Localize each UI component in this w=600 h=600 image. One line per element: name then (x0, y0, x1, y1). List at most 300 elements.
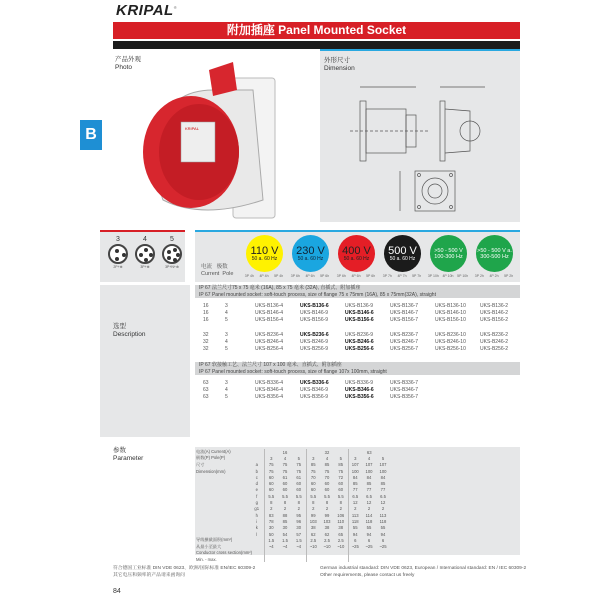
param-cell: 85 (338, 462, 344, 468)
voltage-value: 400 V (342, 244, 371, 257)
dimension-key: h (255, 512, 258, 518)
param-cell: 100 (365, 468, 373, 474)
dimension-key: c (255, 474, 258, 480)
dimension-key: k (255, 525, 258, 531)
cell: UKS-B236-10 (435, 332, 466, 338)
param-cell: 72 (338, 474, 344, 480)
param-cell: 60 (282, 487, 288, 493)
param-cell: 50 (264, 531, 278, 537)
param-cell: 77 (380, 487, 386, 493)
conductor-max: ~10 (323, 544, 331, 550)
param-cell: 70 (324, 474, 330, 480)
param-cell: 77 (366, 487, 372, 493)
conductor-min: 6 (348, 537, 362, 543)
param-cell: 6.5 (348, 493, 362, 499)
pin-dot (173, 258, 177, 262)
param-cell: 54 (282, 531, 288, 537)
pole-hour: 5P 4h (274, 274, 284, 278)
param-cell: 5.5 (337, 493, 344, 499)
cell: UKS-B236-7 (390, 332, 419, 338)
pole-hour: 3P 4h (244, 274, 254, 278)
param-cell: 85 (366, 481, 372, 487)
pin-dot (149, 253, 153, 257)
param-cell: 77 (348, 487, 362, 493)
pole-value: 3 (306, 455, 320, 461)
cell: UKS-B246-7 (390, 339, 419, 345)
cell: UKS-B356-7 (390, 394, 419, 400)
page-title: 附加插座 Panel Mounted Socket (113, 22, 520, 39)
conductor-min: 1.5 (282, 537, 288, 543)
param-cell: 118 (348, 518, 362, 524)
param-cell: 107 (348, 462, 362, 468)
param-cell (264, 556, 278, 562)
cell: UKS-B346-4 (255, 387, 284, 393)
param-cell (348, 556, 362, 562)
connector-types (100, 230, 185, 282)
pole-value: 5 (381, 455, 385, 461)
param-cell: 8 (339, 500, 342, 506)
param-cell: 5.5 (324, 493, 330, 499)
pole-hour-labels (426, 274, 470, 278)
voltage-badge (476, 235, 513, 272)
footer-en (320, 565, 526, 579)
connector-wiring: 3P+⊕ (140, 265, 150, 269)
param-cell: 30 (264, 525, 278, 531)
pole-value: 3 (348, 455, 362, 461)
cell: UKS-B356-9 (300, 394, 329, 400)
socket-face-icon (162, 244, 182, 264)
cell: UKS-B156-9 (300, 317, 329, 323)
pole-label-en: Pole (222, 271, 234, 277)
pole-hour: 3P 10h (427, 274, 439, 278)
param-cell: 94 (348, 531, 362, 537)
param-cell: 85 (306, 462, 320, 468)
cell: UKS-B256-10 (435, 346, 466, 352)
param-cell: 38 (324, 525, 330, 531)
cell: 16 (203, 303, 209, 309)
group-note (195, 285, 520, 298)
cell: UKS-B346-9 (300, 387, 329, 393)
cell: UKS-B256-7 (390, 346, 419, 352)
param-cell: 57 (296, 531, 302, 537)
dimension-drawing (320, 51, 520, 221)
connector-wiring: 2P+⊕ (113, 265, 123, 269)
param-cell: 85 (348, 480, 362, 486)
param-cell: 75 (264, 462, 278, 468)
pin-dot (122, 253, 126, 257)
param-cell (376, 556, 390, 562)
param-cell: 60 (264, 474, 278, 480)
pole-value: 4 (367, 455, 371, 461)
cell: 63 (203, 387, 209, 393)
pole-value: 5 (339, 455, 342, 461)
conductor-min: 1.5 (295, 537, 302, 543)
pole-hour: 3P 6h (290, 274, 300, 278)
note-en: IP 67 Panel mounted socket: soft-touch process, size of flange 107x 100mm, straight (199, 368, 387, 375)
param-cell: 2 (297, 506, 300, 512)
pole-value: 5 (297, 455, 300, 461)
pole-label-cn: 极数 (216, 264, 228, 270)
dimension-key: e (255, 487, 258, 493)
param-cell: 75 (338, 468, 344, 474)
cell: 63 (203, 394, 209, 400)
cell: UKS-B336-4 (255, 380, 284, 386)
table-row (195, 310, 520, 317)
param-cell: 62 (306, 531, 320, 537)
connector-5-pole (158, 236, 186, 269)
voltage-range: >50 - 500 V 100-300 Hz (434, 247, 463, 260)
note-cn: IP 67 法兰尺寸75 x 75 毫米 (16A), 85 x 75 毫米 (32A), 直插式、附加插座 (199, 285, 361, 291)
conductor-min: 2.5 (324, 537, 330, 543)
table-row (195, 387, 520, 394)
param-cell: 62 (324, 531, 330, 537)
pole-value: 3 (264, 455, 278, 461)
dimension-key: d (255, 481, 258, 487)
cell: UKS-B246-6 (345, 339, 374, 345)
note-en: IP 67 Panel mounted socket: soft-touch process, size of flange 75 x 75mm (16A), 85 x 75mm(32A), straight (199, 291, 436, 298)
cell: UKS-B246-10 (435, 339, 466, 345)
title-underbar (113, 41, 520, 49)
cell: UKS-B146-4 (255, 310, 284, 316)
param-cell: 6.5 (366, 493, 372, 499)
conductor-min: 2.5 (337, 537, 344, 543)
cell: 4 (225, 310, 228, 316)
param-cell: 8 (264, 499, 278, 505)
param-cell: 30 (296, 525, 302, 531)
param-cell: 118 (365, 518, 373, 524)
current-label-en: Current (201, 271, 220, 277)
param-cell: 2 (306, 506, 320, 512)
pin-dot (144, 258, 148, 262)
conductor-range-cn: 从最小至最大 (196, 543, 222, 549)
photo-label-en: Photo (115, 64, 132, 71)
conductor-label-en: Conductor cross section(mm²) (196, 550, 253, 556)
pole-hour: 3P 6h (336, 274, 346, 278)
footer-cn (113, 565, 255, 579)
table-row (195, 317, 520, 324)
dimension-key: g1 (254, 506, 260, 512)
param-cell: 5.5 (306, 493, 320, 499)
current-value: 16 (264, 449, 306, 455)
connector-wiring: 3P+N+⊕ (165, 265, 179, 269)
current-value: 32 (306, 449, 348, 455)
table-row (195, 380, 520, 387)
voltage-badge (292, 235, 329, 272)
param-cell: 5.5 (282, 493, 288, 499)
conductor-max: ~25 (365, 544, 373, 550)
param-cell: 60 (324, 487, 330, 493)
footer-contact-en: Other requirements, please contact us freely (320, 573, 415, 578)
param-cell: 8 (297, 500, 300, 506)
cell: UKS-B356-6 (345, 394, 374, 400)
parameter-table (195, 449, 390, 562)
pin-dot (173, 248, 177, 252)
pole-hour: 5P 7h (412, 274, 422, 278)
param-cell (292, 556, 306, 562)
pole-hour: 3P 7h (382, 274, 392, 278)
cell: 3 (225, 332, 228, 338)
cell: 32 (203, 346, 209, 352)
table-row (195, 339, 520, 346)
parameter-table-panel (195, 447, 520, 562)
pin-dot (115, 249, 119, 253)
param-cell: 12 (348, 499, 362, 505)
pole-hour-labels (472, 274, 516, 278)
param-cell: 100 (379, 468, 387, 474)
cell: UKS-B256-4 (255, 346, 284, 352)
conductor-label-cn: 导线横截面积(mm²) (196, 537, 233, 543)
pole-hour-labels (288, 274, 332, 278)
param-cell: 60 (296, 487, 302, 493)
param-cell: 75 (282, 462, 288, 468)
param-cell: 61 (282, 474, 288, 480)
brand-name: KRIPAL (116, 2, 174, 19)
param-cell: 60 (324, 481, 330, 487)
cell: UKS-B236-6 (300, 332, 329, 338)
connector-4-pole (131, 236, 159, 269)
voltage-badge (246, 235, 283, 272)
param-cell: 12 (380, 500, 386, 506)
param-cell: 30 (282, 525, 288, 531)
pole-value: 4 (325, 455, 329, 461)
conductor-min: 1.5 (264, 537, 278, 543)
cell: UKS-B146-7 (390, 310, 419, 316)
param-cell: 8 (325, 500, 329, 506)
cell: UKS-B136-10 (435, 303, 466, 309)
param-cell: 78 (264, 518, 278, 524)
param-cell: 75 (324, 468, 330, 474)
current-header: 电流(A) Current(A) (196, 449, 231, 455)
param-cell: 94 (366, 531, 372, 537)
conductor-max: ~10 (337, 544, 345, 550)
param-cell: 60 (296, 481, 302, 487)
cell: 3 (225, 303, 228, 309)
param-cell: 107 (379, 462, 387, 468)
cell: UKS-B346-7 (390, 387, 419, 393)
param-cell: 75 (296, 462, 302, 468)
section-tab-b[interactable]: B (80, 120, 102, 150)
conductor-range-en: Min. - max. (196, 556, 217, 562)
description-label-cn: 选型 (113, 323, 126, 330)
param-cell: 83 (264, 512, 278, 518)
cell: UKS-B346-6 (345, 387, 374, 393)
conductor-min: 6 (381, 537, 385, 543)
cell: UKS-B336-9 (345, 380, 374, 386)
dimension-label-cn: 外形尺寸 (324, 57, 350, 64)
param-cell: 103 (306, 518, 320, 524)
param-cell: 2 (264, 506, 278, 512)
conductor-max: ~25 (348, 543, 362, 549)
param-cell: 8 (306, 499, 320, 505)
pole-hour-labels (334, 274, 378, 278)
param-cell: 5.5 (295, 493, 302, 499)
cell: 5 (225, 394, 228, 400)
cell: UKS-B156-2 (480, 317, 509, 323)
socket-face-icon (108, 244, 128, 264)
voltage-value: 500 V (388, 244, 417, 257)
pole-hour: 5P 10h (457, 274, 469, 278)
cell: 32 (203, 339, 209, 345)
param-cell: 85 (380, 481, 386, 487)
param-cell: 2 (283, 506, 287, 512)
cell: UKS-B336-7 (390, 380, 419, 386)
param-cell: 75 (282, 468, 288, 474)
param-cell: 60 (306, 487, 320, 493)
footer-standard-en: German industrial standard: DIN VDE 0623, European / International standard: EN / IEC 60309-2 (320, 566, 527, 571)
page-number: 84 (113, 588, 121, 595)
cell: UKS-B236-2 (480, 332, 509, 338)
pole-hour: 5P 2h (504, 274, 514, 278)
cell: UKS-B246-2 (480, 339, 509, 345)
description-label-en: Description (113, 331, 146, 338)
cell: UKS-B256-2 (480, 346, 509, 352)
table-row (195, 394, 520, 401)
voltage-range: >50 - 500 V a. 300-500 Hz (477, 247, 512, 260)
conductor-min: 2.5 (306, 537, 320, 543)
dimension-label-en: Dimension (324, 65, 355, 72)
cell: 3 (225, 380, 228, 386)
param-cell (362, 556, 376, 562)
param-cell: 99 (306, 512, 320, 518)
cell: 5 (225, 346, 228, 352)
product-photo (113, 50, 320, 222)
voltage-badge (338, 235, 375, 272)
pole-hour-labels (242, 274, 286, 278)
pole-hour: 5P 6h (366, 274, 376, 278)
param-cell: 38 (306, 525, 320, 531)
param-cell: 96 (296, 518, 302, 524)
voltage-badge (384, 235, 421, 272)
cell: 4 (225, 339, 228, 345)
param-cell: 114 (365, 512, 373, 518)
pin-dot (115, 257, 119, 261)
pole-count: 3 (116, 236, 120, 243)
cell: 32 (203, 332, 209, 338)
dimension-section (320, 49, 520, 222)
conductor-max: ~4 (264, 543, 278, 549)
param-cell: 99 (324, 512, 330, 518)
param-cell: 61 (296, 474, 302, 480)
pole-hour: 3P 2h (474, 274, 484, 278)
pole-hour: 4P 6h (305, 274, 315, 278)
cell: UKS-B156-7 (390, 317, 419, 323)
param-cell: 55 (348, 525, 362, 531)
voltage-value: 110 V (250, 244, 279, 257)
cell: UKS-B336-6 (300, 380, 329, 386)
dimension-key: a (255, 462, 258, 468)
cell: UKS-B356-4 (255, 394, 284, 400)
cell: UKS-B146-6 (345, 310, 374, 316)
frequency-value: 50 a. 60 Hz (389, 255, 416, 262)
footer-contact-cn: 其它电压和频率的产品请来函询问 (113, 573, 185, 578)
cell: UKS-B136-9 (345, 303, 374, 309)
conductor-max: ~4 (296, 544, 302, 550)
param-cell: 60 (264, 480, 278, 486)
voltage-badge (430, 235, 467, 272)
pole-hour: 4P 6h (351, 274, 361, 278)
param-cell: 107 (365, 462, 373, 468)
param-cell: 113 (348, 512, 362, 518)
table-row (195, 303, 520, 310)
param-cell: 100 (348, 468, 362, 474)
conductor-min: 6 (367, 537, 371, 543)
cell: 16 (203, 317, 209, 323)
param-cell: 70 (306, 474, 320, 480)
pin-dot (139, 253, 143, 257)
cell: UKS-B246-9 (300, 339, 329, 345)
connector-3-pole (104, 236, 132, 269)
param-cell: 2 (367, 506, 371, 512)
dimension-key: f (256, 493, 258, 499)
cell: UKS-B136-6 (300, 303, 329, 309)
cell: UKS-B156-4 (255, 317, 284, 323)
param-cell: 118 (379, 518, 387, 524)
pole-count: 4 (143, 236, 147, 243)
param-cell: 60 (306, 480, 320, 486)
param-cell (334, 556, 348, 562)
voltage-ratings (195, 230, 520, 282)
socket-face-icon (135, 244, 155, 264)
param-cell: 55 (366, 525, 372, 531)
param-cell: 84 (380, 474, 386, 480)
param-cell: 85 (282, 518, 288, 524)
parameter-label-cn: 参数 (113, 447, 126, 454)
cell: UKS-B146-9 (300, 310, 329, 316)
table-row (195, 332, 520, 339)
param-cell: 2 (325, 506, 329, 512)
photo-section (113, 50, 320, 222)
param-cell: 75 (296, 468, 302, 474)
parameter-label-en: Parameter (113, 455, 144, 462)
cell: UKS-B146-2 (480, 310, 509, 316)
pole-hour-labels (380, 274, 424, 278)
frequency-value: 50 a. 60 Hz (251, 255, 278, 262)
dim-cn: 尺寸 (196, 461, 205, 467)
dimension-key: g (255, 500, 258, 506)
param-cell: 75 (306, 468, 320, 474)
param-cell: 65 (338, 531, 344, 537)
pole-hour: 4P 2h (489, 274, 499, 278)
cell: UKS-B136-2 (480, 303, 509, 309)
dim-en: Dimension(mm) (196, 468, 226, 474)
cell: UKS-B136-7 (390, 303, 419, 309)
param-cell: 60 (264, 487, 278, 493)
current-value: 63 (348, 449, 390, 455)
conductor-max: ~10 (306, 543, 320, 549)
param-cell: 8 (283, 500, 287, 506)
param-cell: 106 (337, 512, 345, 518)
pole-count: 5 (170, 236, 174, 243)
param-cell: 12 (366, 500, 372, 506)
cell: 4 (225, 387, 228, 393)
param-cell: 113 (379, 512, 387, 518)
param-cell: 2 (381, 506, 385, 512)
note-cn: IP 67 软接触工艺、法兰尺寸 107 x 100 毫米、直插式、附加插座 (199, 362, 342, 368)
conductor-max: ~25 (379, 544, 387, 550)
param-cell: 2 (348, 506, 362, 512)
table-row (195, 346, 520, 353)
pole-hour: 4P 10h (442, 274, 454, 278)
photo-label-cn: 产品外观 (115, 56, 141, 63)
param-cell: 85 (324, 462, 330, 468)
pin-dot (167, 256, 171, 260)
conductor-max: ~4 (282, 544, 288, 550)
param-cell: 60 (282, 481, 288, 487)
cell: UKS-B236-4 (255, 332, 284, 338)
cell: UKS-B236-9 (345, 332, 374, 338)
pole-header: 极数(P) Pole(P) (196, 455, 226, 461)
dimension-key: b (255, 468, 258, 474)
